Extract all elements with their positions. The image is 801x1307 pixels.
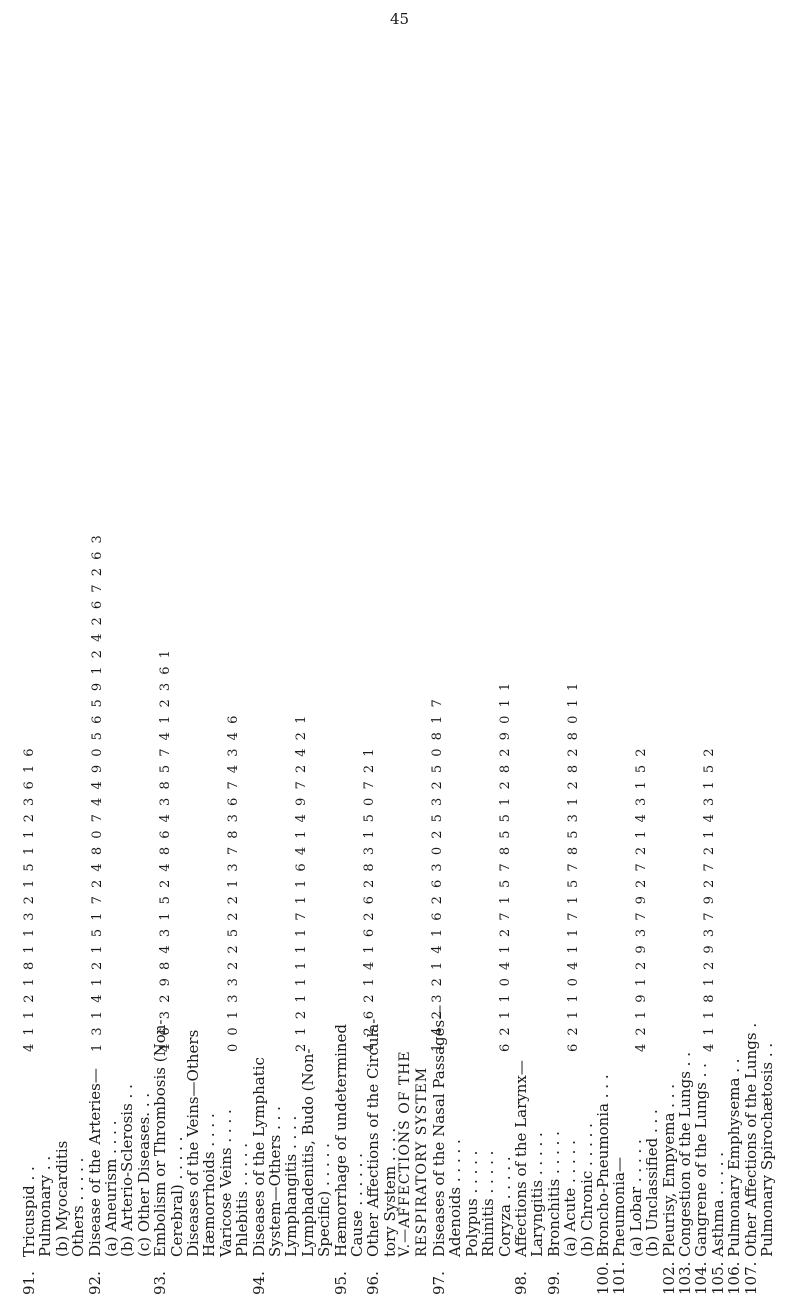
row-text: Gangrene of the Lungs . . <box>692 1063 711 1257</box>
row-text: tory System . . . . <box>380 1127 399 1257</box>
row-label <box>725 1058 743 1295</box>
row-number: 101. <box>610 1261 629 1295</box>
row-number: 102. <box>659 1261 678 1295</box>
row-text: (b) Arterio-Sclerosis . . <box>118 1084 137 1257</box>
row-text: Rhinitis . . . . . <box>479 1150 498 1257</box>
row-number: 91. <box>20 1271 38 1295</box>
row-text: V.—AFFECTIONS OF THE <box>397 1050 414 1257</box>
row-text: Lymphadenitis, Budo (Non- <box>298 1048 317 1257</box>
row-label <box>102 1121 120 1295</box>
row-text: Hæmorrhoids . . . . <box>200 1113 219 1257</box>
data-column: 6 2 1 1 0 4 1 2 7 1 5 7 8 5 5 1 2 8 2 9 0 1 1 <box>498 680 513 1052</box>
row-text: Pulmonary Emphysema . . <box>725 1058 744 1257</box>
row-text: Bronchitis . . . . . <box>544 1131 563 1257</box>
row-label <box>446 1139 464 1295</box>
row-text: Coryza . . . . . <box>495 1156 514 1257</box>
row-label <box>397 1050 413 1295</box>
row-text: RESPIRATORY SYSTEM <box>413 1066 430 1257</box>
row-label <box>217 1109 235 1295</box>
row-label <box>578 1123 596 1295</box>
row-number: 97. <box>430 1271 448 1295</box>
row-number: 106. <box>725 1261 744 1295</box>
row-text: Pulmonary . . <box>36 1155 55 1257</box>
data-column: 1 3 1 4 1 2 1 5 1 7 2 4 8 0 7 4 4 9 0 5 6 5 9 1 2 4 2 6 7 2 6 3 <box>90 533 105 1052</box>
data-column: 0 0 1 3 3 2 2 5 2 2 1 3 7 8 3 6 7 4 3 4 6 <box>226 713 241 1052</box>
row-label <box>53 1141 71 1295</box>
row-label <box>250 1057 268 1295</box>
row-label <box>348 1153 366 1295</box>
row-label <box>758 1043 776 1295</box>
row-text: (c) Other Diseases. . . <box>134 1092 153 1257</box>
row-text: Others . . . . . <box>69 1157 88 1257</box>
row-text: Lymphangitis . . . . <box>282 1115 301 1257</box>
row-number: 103. <box>676 1261 694 1295</box>
row-text: Pneumonia— <box>610 1157 629 1257</box>
row-number: 96. <box>364 1271 383 1295</box>
row-label <box>364 1019 382 1295</box>
row-label <box>332 1024 350 1295</box>
row-text: Congestion of the Lungs . . <box>676 1052 694 1257</box>
row-number: 99. <box>544 1271 563 1295</box>
row-text: (a) Lobar . . . . . <box>626 1139 645 1257</box>
row-label <box>692 1063 710 1295</box>
row-label <box>315 1143 333 1295</box>
row-text: (a) Aneurism . . . . <box>102 1120 120 1257</box>
row-text: Diseases of the Veins—Others <box>184 1029 202 1257</box>
data-column: 2 1 2 1 1 1 1 1 7 1 1 6 4 1 4 9 7 2 4 2 1 <box>294 713 309 1052</box>
row-text: Other Affections of the Lungs . <box>741 1022 760 1257</box>
row-text: (b) Unclassified . . . <box>643 1109 662 1257</box>
row-text: Specific) . . . . . <box>315 1143 334 1257</box>
data-column: 1 4 2 3 2 1 4 1 6 2 6 3 0 2 5 3 2 5 0 8 1 7 <box>430 697 445 1052</box>
row-text: Cause . . . . . . <box>348 1153 366 1257</box>
row-label <box>496 1156 514 1295</box>
row-label <box>627 1139 645 1295</box>
data-column: 6 2 1 1 0 4 1 1 7 1 5 7 8 5 3 1 2 8 2 8 0 1 1 <box>566 680 581 1052</box>
row-text: Laryngitis . . . . . <box>528 1132 547 1257</box>
row-text: (b) Myocarditis <box>52 1140 71 1257</box>
row-text: Hæmorrhage of undetermined <box>331 1023 350 1257</box>
row-text: Disease of the Arteries— <box>85 1068 104 1257</box>
row-label <box>545 1131 563 1295</box>
row-label <box>643 1109 661 1295</box>
row-label <box>151 1020 169 1295</box>
row-text: Asthma . . . . . <box>708 1151 727 1257</box>
row-text: Pleurisy, Empyema . . . <box>659 1083 678 1257</box>
row-label <box>184 1030 202 1295</box>
row-text: (a) Acute . . . . . <box>561 1140 580 1257</box>
row-label <box>36 1156 54 1295</box>
data-column: 4 1 1 2 1 8 1 1 3 2 1 5 1 1 2 3 6 1 6 <box>22 746 37 1052</box>
row-label <box>528 1132 546 1295</box>
row-text: Embolism or Thrombosis (Non- <box>151 1019 170 1257</box>
row-text: Diseases of the Nasal Passages— <box>430 1004 448 1257</box>
row-label <box>168 1137 186 1295</box>
row-label <box>512 1060 530 1295</box>
row-number: 95. <box>331 1271 350 1295</box>
row-number: 104. <box>692 1261 711 1295</box>
row-number: 98. <box>512 1271 530 1295</box>
row-text: Broncho-Pneumonia . . . <box>594 1074 612 1257</box>
row-label <box>660 1084 678 1295</box>
row-label <box>233 1143 251 1295</box>
row-text: Pulmonary Spirochætosis . . <box>758 1042 776 1257</box>
row-label <box>200 1113 218 1295</box>
row-text: Phlebitis . . . . . <box>233 1142 252 1257</box>
row-label <box>742 1023 760 1295</box>
row-label <box>69 1158 87 1295</box>
row-text: (b) Chronic . . . . . <box>577 1123 596 1257</box>
row-label <box>463 1151 481 1295</box>
row-text: Diseases of the Lymphatic <box>249 1057 268 1257</box>
row-label <box>610 1157 628 1295</box>
row-label <box>266 1106 284 1295</box>
row-text: System—Others . . . <box>266 1106 284 1257</box>
row-label <box>118 1084 136 1295</box>
data-column: 4 1 1 8 1 2 9 3 7 9 2 7 2 1 4 3 1 5 2 <box>702 746 717 1052</box>
row-label <box>414 1067 430 1295</box>
row-text: Varicose Veins . . . . <box>216 1109 235 1257</box>
row-number: 92. <box>85 1271 104 1295</box>
row-label <box>135 1093 153 1295</box>
row-label <box>594 1074 612 1295</box>
row-text: Other Affections of the Circula- <box>364 1018 383 1257</box>
row-text: Tricuspid . . <box>20 1166 38 1257</box>
row-number: 105. <box>708 1261 727 1295</box>
row-text: Polypus . . . . . <box>462 1150 481 1257</box>
row-label <box>282 1116 300 1295</box>
row-number: 94. <box>249 1271 268 1295</box>
row-label <box>381 1128 399 1295</box>
data-column: 4 2 1 9 1 2 9 3 7 9 2 7 2 1 4 3 1 5 2 <box>634 746 649 1052</box>
row-label <box>676 1052 694 1295</box>
row-number: 107. <box>741 1261 760 1295</box>
data-column: 4 6 3 2 9 8 4 3 1 5 2 4 8 6 4 3 8 5 7 4 1 2 3 6 1 <box>158 648 173 1052</box>
row-number: 100. <box>594 1261 612 1295</box>
row-label <box>479 1151 497 1295</box>
row-label <box>709 1152 727 1295</box>
page-number: 45 <box>390 10 410 28</box>
row-text: Affections of the Larynx— <box>512 1060 530 1257</box>
row-text: Adenoids . . . . . <box>446 1139 465 1257</box>
row-label <box>299 1049 317 1295</box>
data-column: 4 2 6 2 1 4 1 6 2 6 2 8 3 1 5 0 7 2 1 <box>362 746 377 1052</box>
row-label <box>86 1068 104 1295</box>
row-text: Cerebral) . . . . . <box>167 1136 186 1257</box>
row-label <box>561 1140 579 1295</box>
row-number: 93. <box>151 1271 170 1295</box>
row-label <box>20 1166 38 1295</box>
